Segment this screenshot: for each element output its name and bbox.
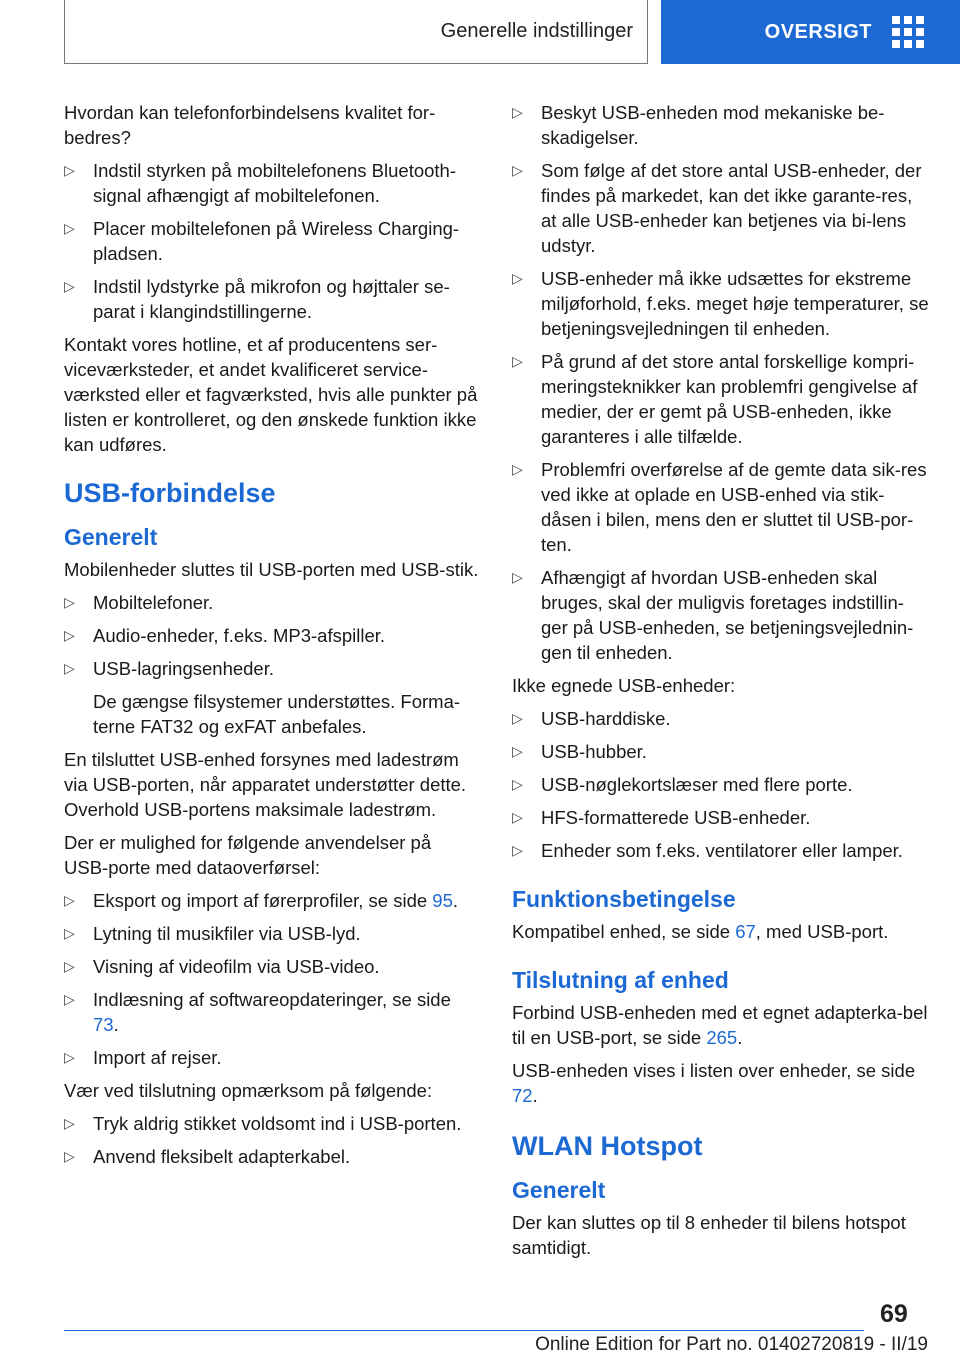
function-heading: Funktionsbetingelse (512, 886, 736, 912)
shown-text: USB-enheden vises i listen over enheder, se side (512, 1060, 916, 1081)
list-item: ▷ Tryk aldrig stikket voldsomt ind i USB-porten. (64, 1111, 480, 1136)
section-title: Generelle indstillinger (440, 20, 633, 42)
overview-button[interactable] (661, 0, 960, 64)
page-number: 69 (880, 1300, 908, 1328)
page-link-67[interactable]: 67 (735, 921, 756, 942)
question-title: Hvordan kan telefonforbindelsens kvalitet for-bedres? (64, 102, 436, 148)
list-item: ▷ HFS-formatterede USB-enheder. (512, 805, 930, 830)
connect-heading: Tilslutning af enhed (512, 967, 729, 993)
list-item: ▷ Problemfri overførelse af de gemte data sik-res ved ikke at oplade en USB-enhed via stik-dåsen i bilen, mens den er sluttet til USB-por-ten. (512, 457, 930, 557)
page-link-73[interactable]: 73 (93, 1014, 114, 1035)
grid-icon (892, 16, 924, 48)
list-item: ▷ Visning af videofilm via USB-video. (64, 954, 480, 979)
general-heading: Generelt (64, 524, 158, 550)
list-item: ▷ På grund af det store antal forskellige kompri-meringsteknikker kan problemfri gengivelse af medier, der er gemt på USB-enheden, ikke garanteres i alle tilfælde. (512, 349, 930, 449)
list-item: ▷ Lytning til musikfiler via USB-lyd. (64, 921, 480, 946)
list-item: ▷ USB-hubber. (512, 739, 930, 764)
connect-text: Forbind USB-enheden med et egnet adapterka-bel til en USB-port, se side (512, 1002, 928, 1048)
page-link-95[interactable]: 95 (432, 890, 453, 911)
wlan-paragraph: Der kan sluttes op til 8 enheder til bilens hotspot samtidigt. (512, 1212, 906, 1258)
left-column (64, 100, 480, 1177)
connect-paragraph: Forbind USB-enheden med et egnet adapterka-bel til en USB-port, se side 265. (512, 1002, 928, 1048)
list-item: ▷ Som følge af det store antal USB-enheder, der findes på markedet, kan det ikke garante-res, at alle USB-enheder kan betjenes via bi-lens udstyr. (512, 158, 930, 258)
list-item: ▷ Beskyt USB-enheden mod mekaniske be-skadigelser. (512, 100, 930, 150)
list-item: ▷ USB-lagringsenheder. (64, 656, 480, 681)
list-item: ▷ Mobiltelefoner. (64, 590, 480, 615)
list-item-text: Indlæsning af softwareopdateringer, se side (93, 989, 451, 1010)
list-item: ▷ Afhængigt af hvordan USB-enheden skal bruges, skal der muligvis foretages indstillin-ger på USB-enheden, se betjeningsvejlednin-gen til enheden. (512, 565, 930, 665)
uses-intro: Der er mulighed for følgende anvendelser på USB-porte med dataoverførsel: (64, 832, 432, 878)
function-paragraph (512, 919, 930, 944)
list-item: ▷ Indstil styrken på mobiltelefonens Bluetooth-signal afhængigt af mobiltelefonen. (64, 158, 480, 208)
list-item: ▷ Import af rejser. (64, 1045, 480, 1070)
filesystem-note: De gængse filsystemer understøttes. Forma-terne FAT32 og exFAT anbefales. (93, 691, 461, 737)
footer-edition: Online Edition for Part no. 01402720819 - II/19 (535, 1334, 928, 1355)
function-text: Kompatibel enhed, se side (512, 921, 736, 942)
wlan-heading: WLAN Hotspot (512, 1131, 703, 1161)
function-suffix: , med USB-port. (755, 921, 889, 942)
general-intro: Mobilenheder sluttes til USB-porten med USB-stik. (64, 559, 479, 580)
overview-label: OVERSIGT (764, 20, 872, 43)
right-column (512, 100, 930, 1268)
unsuitable-intro: Ikke egnede USB-enheder: (512, 675, 736, 696)
page-link-265[interactable]: 265 (706, 1027, 738, 1048)
list-item: ▷ Audio-enheder, f.eks. MP3-afspiller. (64, 623, 480, 648)
wlan-general-heading: Generelt (512, 1177, 606, 1203)
usb-heading: USB-forbindelse (64, 478, 276, 508)
attention-intro: Vær ved tilslutning opmærksom på følgende: (64, 1080, 433, 1101)
list-item: ▷ Eksport og import af førerprofiler, se side 95. (64, 888, 480, 913)
list-item: ▷ USB-enheder må ikke udsættes for ekstreme miljøforhold, f.eks. meget høje temperaturer, se betjeningsvejledningen til enheden. (512, 266, 930, 341)
list-item: ▷ Indstil lydstyrke på mikrofon og højttaler se-parat i klangindstillingerne. (64, 274, 480, 324)
list-item: ▷ Indlæsning af softwareopdateringer, se side 73. (64, 987, 480, 1037)
list-item: ▷ USB-harddiske. (512, 706, 930, 731)
footer-divider (64, 1330, 864, 1331)
list-item: ▷ Anvend fleksibelt adapterkabel. (64, 1144, 480, 1169)
list-item: ▷ Placer mobiltelefonen på Wireless Charging-pladsen. (64, 216, 480, 266)
list-item: ▷ Enheder som f.eks. ventilatorer eller lamper. (512, 838, 930, 863)
power-paragraph: En tilsluttet USB-enhed forsynes med ladestrøm via USB-porten, når apparatet understøtter dette. Overhold USB-portens maksimale ladestrøm. (64, 749, 467, 820)
header-section-title (64, 0, 648, 64)
shown-paragraph: USB-enheden vises i listen over enheder, se side 72. (512, 1060, 916, 1106)
contact-paragraph: Kontakt vores hotline, et af producentens ser-viceværksteder, et andet kvalificeret service-værksted eller et fagværksted, hvis alle punkter på listen er kontrolleret, og den ønskede funktion ikke kan udføres. (64, 334, 478, 455)
list-item: ▷ USB-nøglekortslæser med flere porte. (512, 772, 930, 797)
page-link-72[interactable]: 72 (512, 1085, 533, 1106)
list-item-text: Eksport og import af førerprofiler, se side (93, 890, 433, 911)
